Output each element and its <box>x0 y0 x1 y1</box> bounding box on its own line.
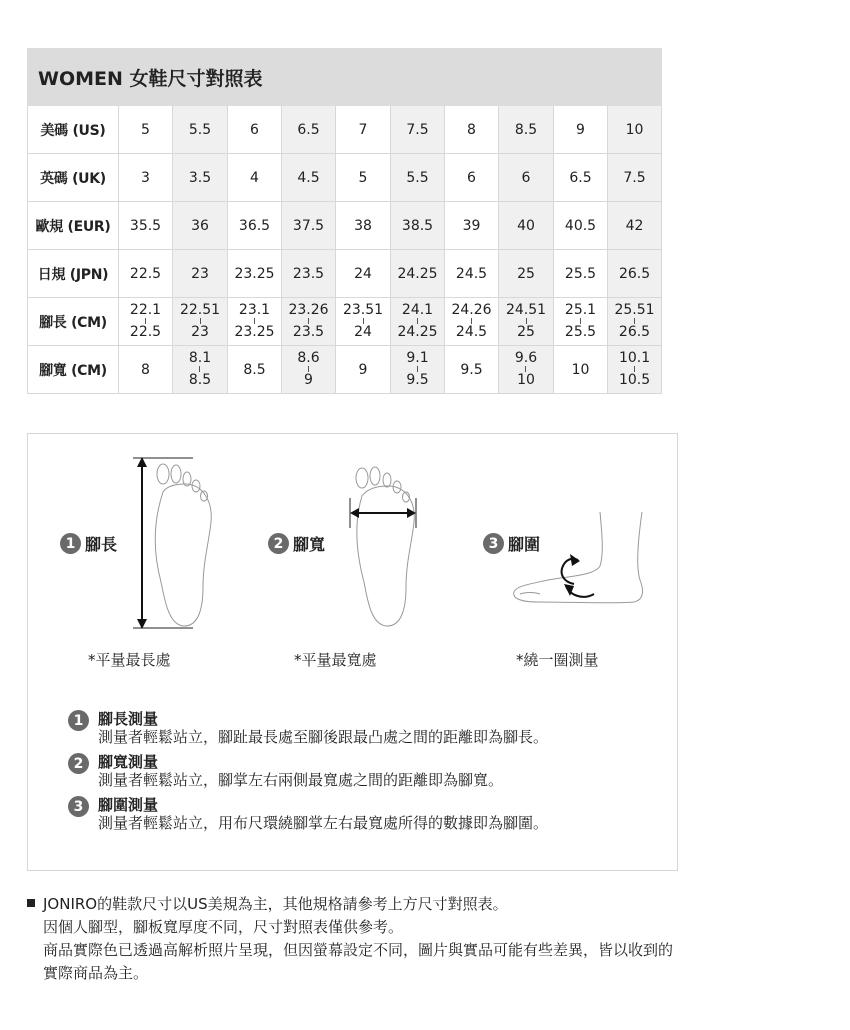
table-cell <box>608 346 662 394</box>
row-header: 歐規 (EUR) <box>28 202 119 250</box>
note-girth <box>68 796 548 833</box>
range-value <box>189 351 211 387</box>
range-max: 10.5 <box>618 372 651 388</box>
table-row <box>28 202 662 250</box>
range-max: 24.5 <box>455 324 488 340</box>
table-cell: 6 <box>228 106 282 154</box>
range-min: 23.26 <box>288 302 329 318</box>
range-max: 23 <box>191 324 209 340</box>
note-text: 測量者輕鬆站立，腳掌左右兩側最寬處之間的距離即為腳寬。 <box>98 771 504 789</box>
range-value <box>343 303 383 339</box>
step-badge: 1 <box>60 533 81 554</box>
row-header: 腳寬 (CM) <box>28 346 119 394</box>
measurement-guide <box>27 433 678 871</box>
row-header: 英碼 (UK) <box>28 154 119 202</box>
range-max: 10 <box>517 372 535 388</box>
note-width <box>68 753 548 790</box>
range-value <box>515 351 537 387</box>
step-badge: 1 <box>68 710 89 731</box>
table-cell: 10 <box>554 346 608 394</box>
table-cell: 10 <box>608 106 662 154</box>
footer-line: 實際商品為主。 <box>43 964 149 982</box>
note-title: 腳寬測量 <box>98 753 159 771</box>
range-value <box>506 303 546 339</box>
table-cell: 39 <box>445 202 499 250</box>
table-cell: 36.5 <box>228 202 282 250</box>
step-badge: 2 <box>268 533 289 554</box>
table-cell: 42 <box>608 202 662 250</box>
table-cell: 37.5 <box>282 202 336 250</box>
range-min: 10.1 <box>618 350 651 366</box>
diagram-label-text: 腳寬 <box>293 535 326 554</box>
range-value <box>619 351 650 387</box>
table-cell: 8.5 <box>499 106 554 154</box>
table-cell: 8.5 <box>228 346 282 394</box>
row-header: 腳長 (CM) <box>28 298 119 346</box>
range-value <box>406 351 428 387</box>
note-text: 測量者輕鬆站立，腳趾最長處至腳後跟最凸處之間的距離即為腳長。 <box>98 728 549 746</box>
size-chart-table <box>27 48 662 394</box>
range-min: 9.6 <box>514 350 538 366</box>
table-cell: 25 <box>499 250 554 298</box>
range-max: 25.5 <box>564 324 597 340</box>
range-max: 24 <box>354 324 372 340</box>
range-min: 24.26 <box>451 302 492 318</box>
range-min: 23.1 <box>238 302 271 318</box>
table-cell: 24.25 <box>391 250 445 298</box>
range-max: 22.5 <box>129 324 162 340</box>
table-cell: 23.5 <box>282 250 336 298</box>
table-cell <box>445 298 499 346</box>
range-min: 22.1 <box>129 302 162 318</box>
table-body <box>28 106 662 394</box>
table-cell: 7.5 <box>608 154 662 202</box>
table-cell <box>282 298 336 346</box>
range-min: 25.1 <box>564 302 597 318</box>
bullet-icon <box>27 899 35 907</box>
step-badge: 2 <box>68 753 89 774</box>
range-value <box>451 303 491 339</box>
table-cell: 6 <box>499 154 554 202</box>
table-cell: 38.5 <box>391 202 445 250</box>
table-row <box>28 298 662 346</box>
table-cell <box>228 298 282 346</box>
footer-notes <box>27 893 673 985</box>
table-cell <box>173 346 228 394</box>
table-cell: 3.5 <box>173 154 228 202</box>
table-cell: 23 <box>173 250 228 298</box>
table-cell: 5 <box>119 106 173 154</box>
note-title: 腳圍測量 <box>98 796 159 814</box>
foot-girth-icon <box>508 504 648 614</box>
range-value <box>180 303 220 339</box>
range-max: 26.5 <box>618 324 651 340</box>
table-cell: 6.5 <box>282 106 336 154</box>
row-header: 美碼 (US) <box>28 106 119 154</box>
table-row <box>28 346 662 394</box>
step-badge: 3 <box>483 533 504 554</box>
table-row <box>28 106 662 154</box>
table-cell <box>119 298 173 346</box>
table-cell <box>499 298 554 346</box>
table-cell <box>282 346 336 394</box>
range-value <box>565 303 596 339</box>
range-max: 9 <box>304 372 313 388</box>
table-cell: 8 <box>445 106 499 154</box>
table-cell <box>391 298 445 346</box>
table-cell <box>173 298 228 346</box>
row-header: 日規 (JPN) <box>28 250 119 298</box>
diagram-label-length <box>60 532 117 555</box>
range-max: 8.5 <box>188 372 212 388</box>
diagram-label-text: 腳長 <box>85 535 118 554</box>
foot-width-icon <box>338 452 428 632</box>
note-text: 測量者輕鬆站立，用布尺環繞腳掌左右最寬處所得的數據即為腳圍。 <box>98 814 549 832</box>
table-cell: 8 <box>119 346 173 394</box>
table-cell: 25.5 <box>554 250 608 298</box>
diagram-caption-width: *平量最寬處 <box>294 651 377 669</box>
table-cell: 5.5 <box>173 106 228 154</box>
range-max: 23.5 <box>292 324 325 340</box>
range-value <box>297 351 319 387</box>
range-value <box>397 303 437 339</box>
range-max: 9.5 <box>406 372 429 388</box>
range-max: 23.25 <box>234 324 275 340</box>
range-value <box>234 303 274 339</box>
table-cell: 4.5 <box>282 154 336 202</box>
diagram-caption-girth: *繞一圈測量 <box>516 651 599 669</box>
table-cell <box>608 298 662 346</box>
range-min: 8.6 <box>297 350 320 366</box>
diagram-label-text: 腳圍 <box>508 535 541 554</box>
table-cell: 6.5 <box>554 154 608 202</box>
table-cell: 9 <box>336 346 391 394</box>
table-cell: 26.5 <box>608 250 662 298</box>
range-max: 24.25 <box>397 324 438 340</box>
table-cell: 3 <box>119 154 173 202</box>
table-cell: 7 <box>336 106 391 154</box>
range-min: 8.1 <box>188 350 212 366</box>
measurement-notes <box>68 710 548 839</box>
range-min: 24.51 <box>505 302 547 318</box>
range-min: 25.51 <box>614 302 655 318</box>
range-max: 25 <box>517 324 535 340</box>
table-title: WOMEN 女鞋尺寸對照表 <box>28 49 662 106</box>
diagram-label-width <box>268 532 325 555</box>
step-badge: 3 <box>68 796 89 817</box>
table-cell <box>499 346 554 394</box>
range-min: 9.1 <box>406 350 429 366</box>
table-cell <box>336 298 391 346</box>
table-cell: 40.5 <box>554 202 608 250</box>
table-cell: 9.5 <box>445 346 499 394</box>
table-cell: 24 <box>336 250 391 298</box>
range-min: 23.51 <box>342 302 384 318</box>
diagram-caption-length: *平量最長處 <box>88 651 171 669</box>
table-cell: 4 <box>228 154 282 202</box>
footer-line: 商品實際色已透過高解析照片呈現，但因螢幕設定不同，圖片與實品可能有些差異，皆以收到的 <box>43 941 674 959</box>
table-cell: 22.5 <box>119 250 173 298</box>
range-min: 22.51 <box>179 302 221 318</box>
table-row <box>28 154 662 202</box>
table-cell: 38 <box>336 202 391 250</box>
table-cell: 24.5 <box>445 250 499 298</box>
table-cell: 6 <box>445 154 499 202</box>
table-cell: 5.5 <box>391 154 445 202</box>
table-cell: 40 <box>499 202 554 250</box>
table-cell <box>391 346 445 394</box>
table-cell: 9 <box>554 106 608 154</box>
table-cell: 23.25 <box>228 250 282 298</box>
table-cell: 7.5 <box>391 106 445 154</box>
footer-line: 因個人腳型，腳板寬厚度不同，尺寸對照表僅供參考。 <box>43 918 404 936</box>
table-cell <box>554 298 608 346</box>
foot-length-icon <box>123 452 233 632</box>
table-cell: 35.5 <box>119 202 173 250</box>
footer-text: JONIRO的鞋款尺寸以US美規為主，其他規格請參考上方尺寸對照表。 <box>43 895 508 913</box>
range-value <box>130 303 161 339</box>
note-title: 腳長測量 <box>98 710 159 728</box>
range-value <box>614 303 654 339</box>
note-length <box>68 710 548 747</box>
table-cell: 36 <box>173 202 228 250</box>
range-value <box>288 303 328 339</box>
range-min: 24.1 <box>401 302 434 318</box>
table-row <box>28 250 662 298</box>
footer-line <box>27 893 673 916</box>
table-cell: 5 <box>336 154 391 202</box>
